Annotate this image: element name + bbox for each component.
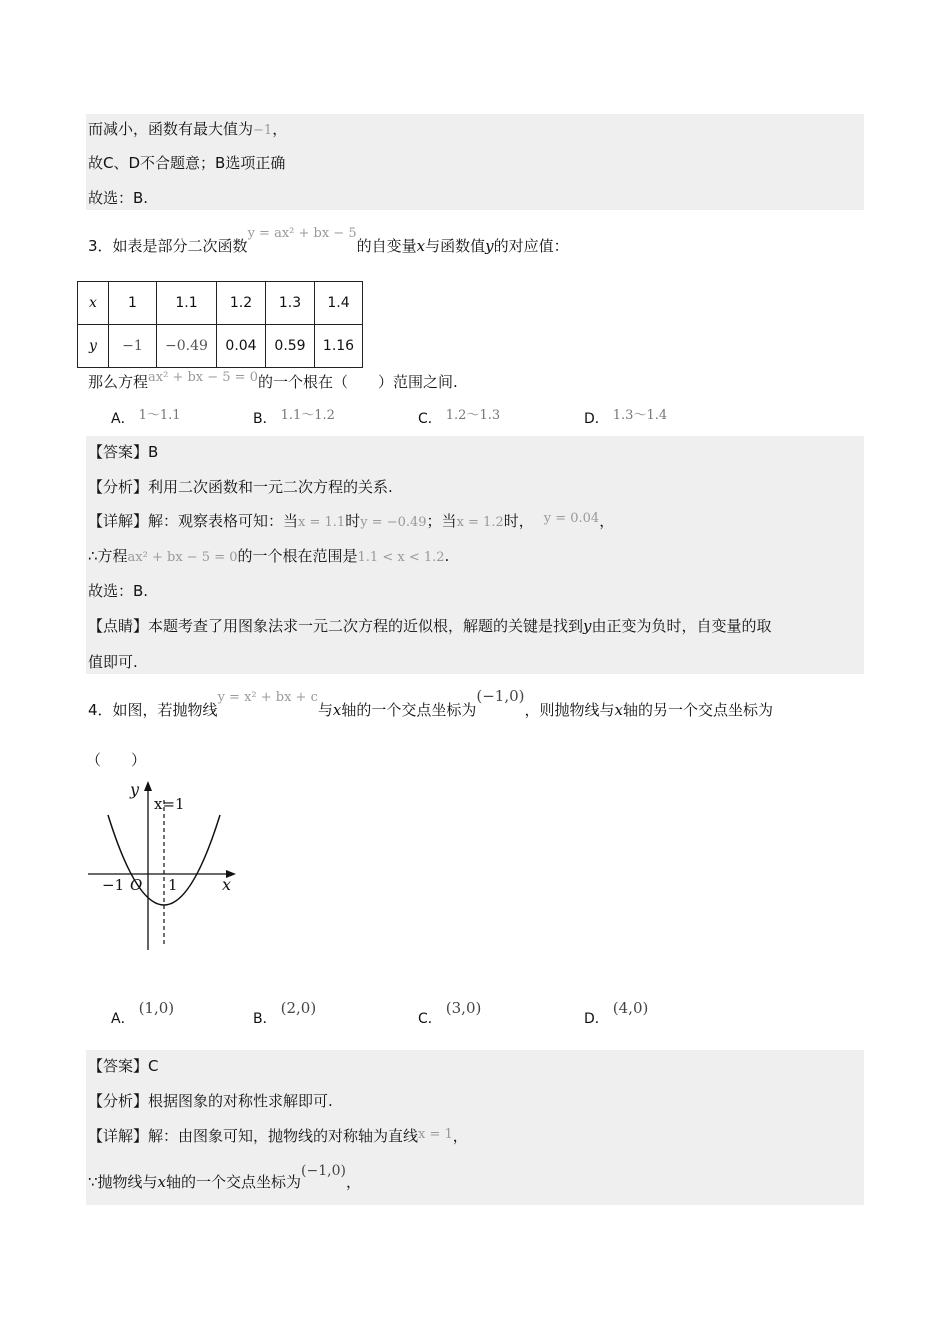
table-cell: 1.3 <box>266 282 315 325</box>
table-cell: 1 <box>109 282 157 325</box>
q3-option-c[interactable]: C． 1.2～1.3 <box>418 408 501 427</box>
symmetry-label: x=1 <box>154 795 185 813</box>
q3-comment-2: 值即可. <box>88 653 138 671</box>
axis-label-y: y <box>130 780 140 799</box>
origin-label: O <box>130 876 143 894</box>
q3-choose: 故选：B. <box>88 582 149 600</box>
table-row-x <box>78 282 363 325</box>
table-cell: −0.49 <box>157 325 217 368</box>
q3-function: y = ax² + bx − 5 <box>247 226 357 241</box>
max-value: −1 <box>253 123 273 138</box>
question-4: 4．如图，若抛物线y = x² + bx + c与x轴的一个交点坐标为(−1,0)，则抛物线与x轴的另一个交点坐标为 <box>88 687 773 719</box>
table-cell: 1.16 <box>315 325 363 368</box>
question-3: 3．如表是部分二次函数y = ax² + bx − 5的自变量x与函数值y的对应值： <box>88 226 569 255</box>
q3-detail: 【详解】解：观察表格可知：当x = 1.1时y = −0.49；当x = 1.2时， y = 0.04， <box>88 511 615 530</box>
table-cell: 1.4 <box>315 282 363 325</box>
prev-line-2: 故C、D不合题意；B选项正确 <box>88 154 286 172</box>
table-cell: 1.2 <box>217 282 266 325</box>
q4-option-c[interactable]: C．(3,0) <box>418 999 482 1027</box>
table-cell: −1 <box>109 325 157 368</box>
table-cell: 0.04 <box>217 325 266 368</box>
q4-option-a[interactable]: A．(1,0) <box>111 999 175 1027</box>
q4-detail: 【详解】解：由图象可知，抛物线的对称轴为直线x = 1， <box>88 1127 468 1145</box>
q3-equation: ax² + bx − 5 = 0 <box>148 370 258 385</box>
q3-comment: 【点睛】本题考查了用图象法求一元二次方程的近似根，解题的关键是找到y由正变为负时，自变量的取 <box>88 617 772 635</box>
prev-line-3: 故选：B. <box>88 189 149 207</box>
q4-function: y = x² + bx + c <box>217 690 318 705</box>
q4-answer: 【答案】C <box>88 1057 159 1075</box>
q3-prompt: 那么方程ax² + bx − 5 = 0的一个根在（ ）范围之间. <box>88 370 458 391</box>
axis-label-x: x <box>222 875 232 894</box>
q3-analysis: 【分析】利用二次函数和一元二次方程的关系. <box>88 478 393 496</box>
table-cell: x <box>78 282 109 325</box>
parabola-graph <box>84 775 244 955</box>
q3-option-a[interactable]: A． 1～1.1 <box>111 408 181 427</box>
q4-blank: （ ） <box>86 751 147 769</box>
tick-label-1: 1 <box>168 876 178 894</box>
q3-answer: 【答案】B <box>88 443 159 461</box>
table-cell: y <box>78 325 109 368</box>
q4-because: ∵抛物线与x轴的一个交点坐标为(−1,0)， <box>88 1163 361 1191</box>
q4-option-d[interactable]: D．(4,0) <box>584 999 649 1027</box>
q3-therefore: ∴方程ax² + bx − 5 = 0的一个根在范围是1.1 < x < 1.2. <box>88 547 450 565</box>
tick-label-neg1: −1 <box>102 876 125 894</box>
q3-option-d[interactable]: D． 1.3～1.4 <box>584 408 668 427</box>
y-axis-arrow <box>144 781 152 791</box>
prev-line-1: 而减小，函数有最大值为−1， <box>88 120 288 138</box>
q3-option-b[interactable]: B． 1.1～1.2 <box>253 408 335 427</box>
table-row-y <box>78 325 363 368</box>
q4-analysis: 【分析】根据图象的对称性求解即可. <box>88 1092 333 1110</box>
table-cell: 1.1 <box>157 282 217 325</box>
q4-option-b[interactable]: B．(2,0) <box>253 999 317 1027</box>
table-cell: 0.59 <box>266 325 315 368</box>
value-table <box>77 281 363 368</box>
